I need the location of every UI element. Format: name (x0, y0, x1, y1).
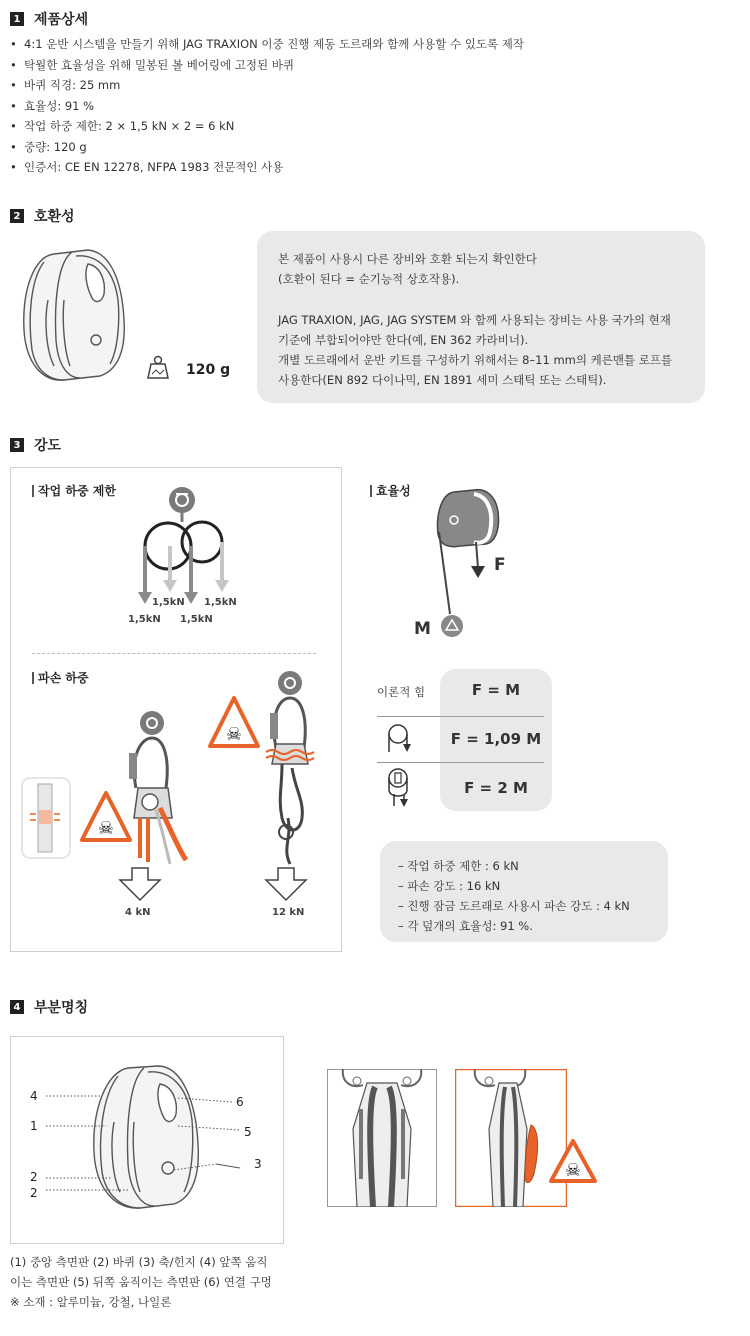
divider (377, 716, 544, 717)
kn-label: 1,5kN (204, 597, 237, 608)
section-2-header (10, 206, 75, 226)
section-title: 호환성 (34, 209, 75, 225)
break-value: 4 kN (125, 907, 151, 918)
svg-text:☠: ☠ (225, 724, 243, 745)
spec-list (10, 34, 524, 178)
list-item: • 4:1 운반 시스템을 만들기 위해 JAG TRAXION 이중 진행 제동 도르래와 함께 사용할 수 있도록 제작 (10, 37, 524, 51)
theory-label: 이론적 힘 (377, 685, 426, 699)
weight-icon (142, 352, 174, 382)
section-3-header (10, 435, 61, 455)
divider (377, 762, 544, 763)
list-item: – 각 덮개의 효율성: 91 %. (398, 919, 533, 933)
break-value: 12 kN (272, 907, 305, 918)
formula-cell: F = M (471, 681, 521, 699)
single-pulley-icon (386, 722, 414, 756)
weight-value: 120 g (186, 362, 231, 378)
list-item: • 바퀴 직경: 25 mm (10, 78, 121, 92)
summary-list (398, 856, 630, 936)
compat-line: 본 제품이 사용시 다른 장비와 호환 되는지 확인한다 (278, 252, 537, 266)
section-number: 1 (10, 12, 24, 26)
compat-line: JAG TRAXION, JAG, JAG SYSTEM 와 함께 사용되는 장비는 사용 국가의 현재 (278, 313, 671, 327)
list-item: • 작업 하중 제한: 2 × 1,5 kN × 2 = 6 kN (10, 119, 235, 133)
section-1-header (10, 9, 88, 29)
section-number: 3 (10, 438, 24, 452)
section-4-header (10, 997, 88, 1017)
part-number: 6 (236, 1095, 244, 1109)
compat-line: 기준에 부합되어야만 한다(예, EN 362 카라비너). (278, 333, 529, 347)
formula-cell: F = 2 M (464, 779, 528, 797)
part-number: 4 (30, 1089, 38, 1103)
section-number: 2 (10, 209, 24, 223)
eff-M-label: M (414, 619, 431, 639)
part-number: 2 (30, 1170, 38, 1184)
list-item: – 파손 강도 : 16 kN (398, 879, 501, 893)
list-item: • 효율성: 91 % (10, 98, 95, 113)
compat-line: (호환이 된다 = 순기능적 상호작용). (278, 272, 460, 286)
eff-F-label: F (494, 555, 506, 575)
double-pulley-icon (386, 766, 416, 808)
eff-heading: 효율성 (370, 482, 411, 499)
list-item: • 중량: 120 g (10, 139, 87, 154)
divider (32, 653, 316, 654)
caption-line: 이는 측면판 (5) 뒤쪽 움직이는 측면판 (6) 연결 구멍 (10, 1275, 272, 1289)
compat-text (278, 249, 698, 390)
list-item: – 진행 잠금 도르래로 사용시 파손 강도 : 4 kN (398, 899, 630, 913)
compat-line: 사용한다(EN 892 다이나믹, EN 1891 세미 스태틱 또는 스태틱). (278, 373, 607, 387)
break-load-diagram (20, 668, 320, 908)
warning-icon (547, 1137, 599, 1185)
caption-line: ※ 소재 : 알루미늄, 강철, 나일론 (10, 1295, 172, 1309)
section-title: 부분명칭 (34, 1000, 89, 1016)
section-number: 4 (10, 1000, 24, 1014)
list-item: – 작업 하중 제한 : 6 kN (398, 859, 519, 873)
kn-label: 1,5kN (180, 614, 213, 625)
caption-line: (1) 중앙 측면판 (2) 바퀴 (3) 축/힌지 (4) 앞쪽 움직 (10, 1255, 268, 1269)
section-title: 제품상세 (34, 12, 89, 28)
break-heading: 파손 하중 (32, 669, 89, 686)
correct-install-panel (327, 1069, 437, 1207)
wll-diagram (110, 484, 250, 604)
wll-heading: 작업 하중 제한 (32, 482, 116, 499)
formula-cell: F = 1,09 M (450, 730, 542, 748)
part-number: 1 (30, 1119, 38, 1133)
parts-diagram (40, 1060, 270, 1230)
kn-label: 1,5kN (152, 597, 185, 608)
list-item: • 인증서: CE EN 12278, NFPA 1983 전문적인 사용 (10, 160, 284, 174)
part-number: 2 (30, 1186, 38, 1200)
pulley-illustration (14, 240, 134, 388)
svg-text:☠: ☠ (564, 1160, 582, 1181)
svg-text:☠: ☠ (97, 818, 115, 839)
list-item: • 탁월한 효율성을 위해 밀봉된 볼 베어링에 고정된 바퀴 (10, 57, 294, 72)
section-title: 강도 (34, 438, 62, 454)
parts-caption (10, 1252, 300, 1312)
compat-line: 개별 도르래에서 운반 키트를 구성하기 위해서는 8–11 mm의 케른맨틀 로프를 (278, 353, 673, 367)
part-number: 5 (244, 1125, 252, 1139)
part-number: 3 (254, 1157, 262, 1171)
kn-label: 1,5kN (128, 614, 161, 625)
